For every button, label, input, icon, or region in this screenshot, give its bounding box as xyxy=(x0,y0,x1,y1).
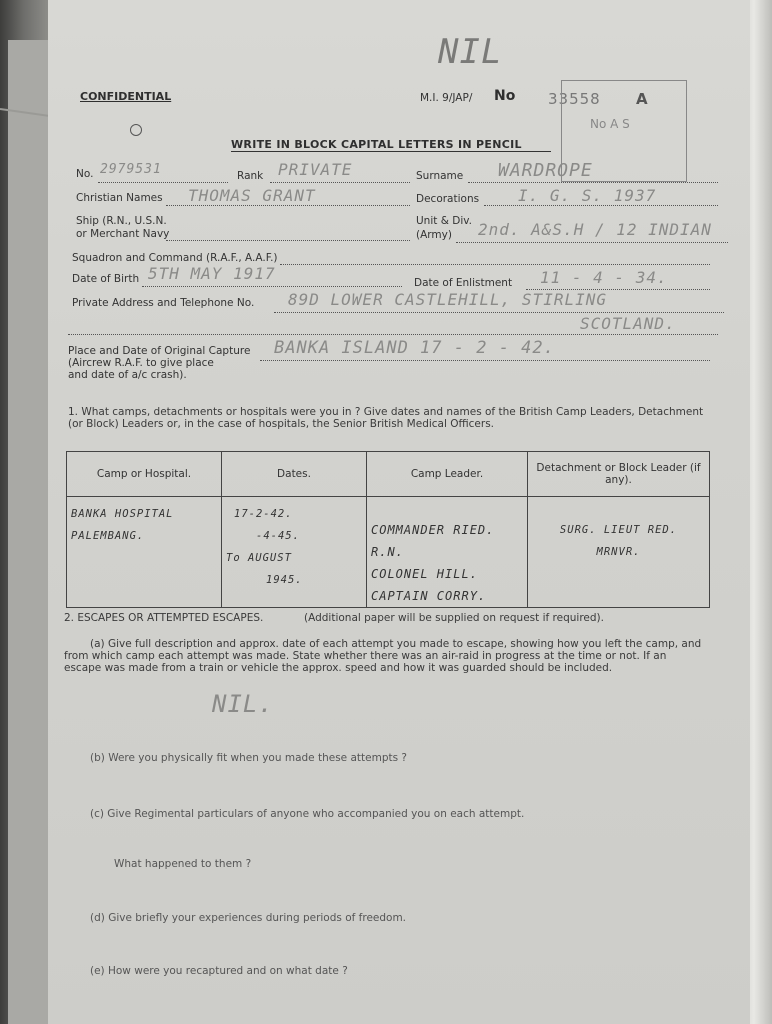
capture-label-2: (Aircrew R.A.F. to give place xyxy=(68,357,214,369)
capture-value: BANKA ISLAND 17 - 2 - 42. xyxy=(274,338,555,358)
no-label: No. xyxy=(76,168,94,180)
question-2e: (e) How were you recaptured and on what date ? xyxy=(90,965,348,977)
unit-line xyxy=(456,242,728,243)
question-2c-followup: What happened to them ? xyxy=(114,858,252,870)
address-line-2 xyxy=(68,334,718,335)
unit-label: Unit & Div. xyxy=(416,215,472,227)
stamp-text: No A S xyxy=(590,117,630,131)
question-1-continued: (or Block) Leaders or, in the case of hospitals, the Senior British Medical Officers. xyxy=(68,418,495,430)
unit-label-2: (Army) xyxy=(416,229,452,241)
decorations-label: Decorations xyxy=(416,193,480,205)
squadron-line xyxy=(280,264,710,265)
question-2c: (c) Give Regimental particulars of anyone who accompanied you on each attempt. xyxy=(90,808,525,820)
question-2b: (b) Were you physically fit when you made these attempts ? xyxy=(90,752,407,764)
dates-line-4: 1945. xyxy=(266,574,303,586)
table-row xyxy=(67,497,710,608)
camp-line-2: PALEMBANG. xyxy=(71,530,145,542)
serial-number: 33558 xyxy=(548,90,601,108)
cell-camp xyxy=(67,497,222,608)
enlistment-value: 11 - 4 - 34. xyxy=(540,268,668,287)
address-value: 89D LOWER CASTLEHILL, STIRLING xyxy=(288,290,607,309)
date-of-birth-label: Date of Birth xyxy=(72,273,140,285)
date-of-birth-line xyxy=(142,286,402,287)
nil-annotation: NIL xyxy=(438,32,503,72)
detachment-line-2: MRNVR. xyxy=(596,546,641,558)
header-dates: Dates. xyxy=(222,452,367,497)
number-label: No xyxy=(494,88,516,104)
christian-names-value: THOMAS GRANT xyxy=(188,186,316,205)
unit-value: 2nd. A&S.H / 12 INDIAN xyxy=(478,220,712,239)
enlistment-label: Date of Enlistment xyxy=(414,277,513,289)
question-2a-line-2: from which camp each attempt was made. State whether there was an air-raid in progress at the time or not. If an xyxy=(64,650,667,662)
question-2-heading: 2. ESCAPES OR ATTEMPTED ESCAPES. xyxy=(64,612,264,624)
leader-line-1: COMMANDER RIED. R.N. xyxy=(371,523,495,559)
camps-table xyxy=(66,451,710,608)
christian-names-label: Christian Names xyxy=(76,192,163,204)
question-2d: (d) Give briefly your experiences during periods of freedom. xyxy=(90,912,407,924)
instruction-heading: WRITE IN BLOCK CAPITAL LETTERS IN PENCIL xyxy=(231,138,522,151)
date-of-birth-value: 5TH MAY 1917 xyxy=(148,264,276,283)
service-number-line xyxy=(98,182,228,183)
tag-eyelet xyxy=(130,124,142,136)
cell-dates xyxy=(222,497,367,608)
rank-line xyxy=(270,182,410,183)
header-camp: Camp or Hospital. xyxy=(67,452,222,497)
dates-line-3: To AUGUST xyxy=(226,552,292,564)
squadron-label: Squadron and Command (R.A.F., A.A.F.) xyxy=(72,252,278,264)
surname-value: WARDROPE xyxy=(498,160,593,181)
address-label: Private Address and Telephone No. xyxy=(72,297,255,309)
capture-label-3: and date of a/c crash). xyxy=(68,369,187,381)
escape-answer: NIL. xyxy=(212,690,274,718)
confidential-heading: CONFIDENTIAL xyxy=(80,90,172,103)
capture-line xyxy=(260,360,710,361)
question-2a: (a) Give full description and approx. date of each attempt you made to escape, showing how you left the camp, and xyxy=(90,638,702,650)
surname-line xyxy=(468,182,718,183)
document-sheet xyxy=(48,0,750,1024)
serial-suffix: A xyxy=(636,90,648,108)
dates-line-2: -4-45. xyxy=(256,530,300,542)
table-header-row xyxy=(67,452,710,497)
ship-label: Ship (R.N., U.S.N. xyxy=(76,215,167,227)
ship-line xyxy=(166,240,410,241)
ship-label-2: or Merchant Navy xyxy=(76,228,170,240)
rank-value: PRIVATE xyxy=(278,160,353,179)
reference-code: M.I. 9/JAP/ xyxy=(420,92,473,104)
header-camp-leader: Camp Leader. xyxy=(367,452,528,497)
address-line xyxy=(274,312,724,313)
question-1: 1. What camps, detachments or hospitals were you in ? Give dates and names of the British Camp Leaders, Detachment xyxy=(68,406,704,418)
header-detachment: Detachment or Block Leader (if any). xyxy=(528,452,710,497)
rank-label: Rank xyxy=(237,170,264,182)
leader-line-3: CAPTAIN CORRY. xyxy=(371,589,487,603)
camp-line-1: BANKA HOSPITAL xyxy=(71,508,174,520)
address-value-2: SCOTLAND. xyxy=(580,314,676,333)
leader-line-2: COLONEL HILL. xyxy=(371,567,478,581)
surname-label: Surname xyxy=(416,170,464,182)
detachment-line-1: SURG. LIEUT RED. xyxy=(559,524,678,536)
question-2a-line-3: escape was made from a train or vehicle the approx. speed and how it was guarded should be included. xyxy=(64,662,613,674)
decorations-line xyxy=(484,205,718,206)
decorations-value: I. G. S. 1937 xyxy=(518,186,657,205)
service-number-value: 2979531 xyxy=(100,162,162,177)
dates-line-1: 17-2-42. xyxy=(234,508,293,520)
question-2-note: (Additional paper will be supplied on request if required). xyxy=(304,612,604,624)
cell-camp-leader xyxy=(367,497,528,608)
instruction-underline xyxy=(231,151,551,152)
christian-names-line xyxy=(166,205,410,206)
capture-label: Place and Date of Original Capture xyxy=(68,345,251,357)
cell-detachment xyxy=(528,497,710,608)
